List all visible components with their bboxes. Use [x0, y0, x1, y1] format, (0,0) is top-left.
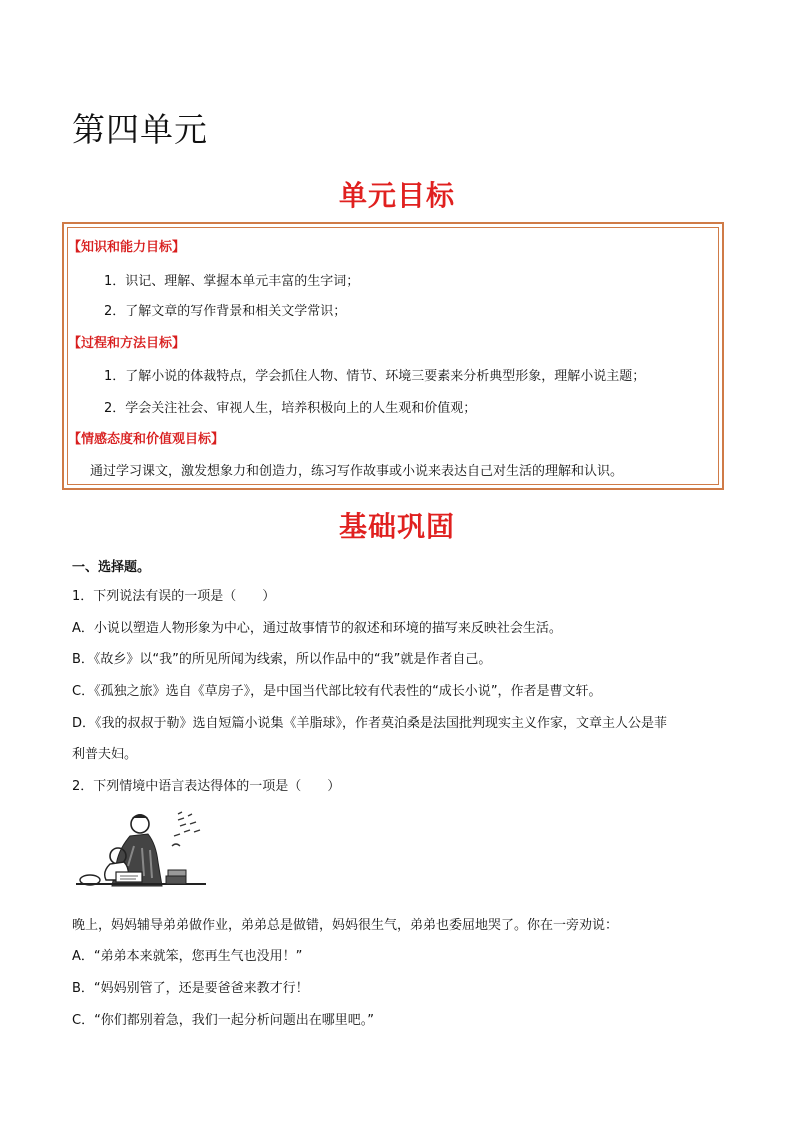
question-1-option-d-continued: 利普夫妇。 — [72, 747, 138, 762]
question-1-option-d: D．《我的叔叔于勒》选自短篇小说集《羊脂球》，作者莫泊桑是法国批判现实主义作家，文章主人公是菲 — [72, 716, 668, 731]
question-1-option-b: B．《故乡》以“我”的所见所闻为线索，所以作品中的“我”就是作者自己。 — [72, 652, 492, 667]
part-heading: 一、选择题。 — [72, 560, 151, 575]
knowledge-goal-item: 2．了解文章的写作背景和相关文学常识； — [104, 304, 347, 319]
knowledge-goal-tag: 【知识和能力目标】 — [68, 240, 186, 255]
question-2-stem: 2．下列情境中语言表达得体的一项是（ ） — [72, 779, 341, 794]
process-goal-item: 2．学会关注社会、审视人生，培养积极向上的人生观和价值观； — [104, 401, 477, 416]
unit-title: 第四单元 — [72, 110, 208, 149]
section-heading-basic: 基础巩固 — [338, 510, 455, 543]
emotion-goal-tag: 【情感态度和价值观目标】 — [68, 432, 225, 447]
question-2-option-c: C．“你们都别着急，我们一起分析问题出在哪里吧。” — [72, 1013, 375, 1028]
section-heading-goals: 单元目标 — [338, 179, 455, 212]
process-goal-item: 1．了解小说的体裁特点，学会抓住人物、情节、环境三要素来分析典型形象，理解小说主题； — [104, 369, 646, 384]
goals-box — [62, 222, 724, 490]
question-2-option-a: A．“弟弟本来就笨，您再生气也没用！” — [72, 949, 303, 964]
question-1-option-a: A．小说以塑造人物形象为中心，通过故事情节的叙述和环境的描写来反映社会生活。 — [72, 621, 562, 636]
knowledge-goal-item: 1．识记、理解、掌握本单元丰富的生字词； — [104, 274, 360, 289]
process-goal-tag: 【过程和方法目标】 — [68, 336, 186, 351]
mother-tutoring-illustration — [72, 806, 210, 898]
emotion-goal-text: 通过学习课文，激发想象力和创造力，练习写作故事或小说来表达自己对生活的理解和认识。 — [90, 464, 624, 479]
question-2-option-b: B．“妈妈别管了，还是要爸爸来教才行！ — [72, 981, 309, 996]
question-1-option-c: C．《孤独之旅》选自《草房子》，是中国当代部比较有代表性的“成长小说”，作者是曹文轩。 — [72, 684, 602, 699]
question-2-scenario: 晚上，妈妈辅导弟弟做作业，弟弟总是做错，妈妈很生气，弟弟也委屈地哭了。你在一旁劝说： — [72, 918, 619, 933]
question-1-stem: 1．下列说法有误的一项是（ ） — [72, 589, 276, 604]
